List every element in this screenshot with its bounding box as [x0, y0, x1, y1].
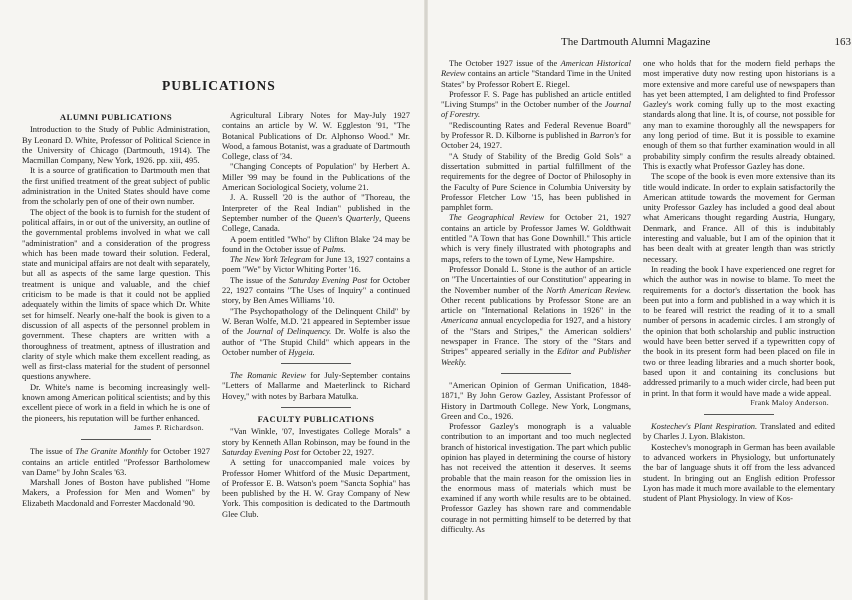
paragraph: The Geographical Review for October 21, 1927 contains an article by Professor James W. Goldthwait entitled "A Town that has Gone Downhill." This article which is very finely illustrated with photographs and maps, refers to the town of Lyme, New Hampshire. — [441, 212, 631, 264]
right-column-1 — [441, 58, 631, 596]
left-column-2 — [222, 110, 410, 590]
paragraph: The October 1927 issue of the American Historical Review contains an article "Standard Time in the United States" by Professor Robert E. Riegel. — [441, 58, 631, 89]
paragraph: The issue of the Saturday Evening Post for October 22, 1927 contains "The Uses of Inquiry" a continued story, by Ben Ames Williams '10. — [222, 274, 410, 306]
paragraph: "Changing Concepts of Population" by Herbert A. Miller '99 may be found in the Publications of the American Sociological Society, volume 21. — [222, 161, 410, 193]
paragraph: Marshall Jones of Boston have published "Home Makers, a Profession for Men and Women" by Elizabeth Macdonald and Forrester Macdonald '90. — [22, 477, 210, 508]
divider — [281, 363, 351, 364]
divider — [501, 373, 571, 374]
paragraph: The Romanic Review for July-September contains "Letters of Mallarme and Maeterlinck to Richard Hovey," with notes by Barbara Matulka. — [222, 370, 410, 401]
review-signature: Frank Maloy Anderson. — [750, 397, 829, 407]
paragraph: The object of the book is to furnish for the student of political affairs, in or out of the university, an outline of the governmental problems involved in what we call "administration" and a consideration of the progress which has been made toward their solution. Federal, state and municipal affairs are not dealt with separately, but all as aspects of the same large question. This treatment is unique and valuable, and the chief criticism to be made is that it could not be applied adequately within the limits of space which Dr. White set for himself. Nearly one-half the book is given to a discussion of all aspects of the personnel problem in government. These chapters are written with a thoroughness of treatment, aptness of illustration and clarity of style which make them excellent reading, as well as first-class material for the student of personnel questions anywhere. — [22, 206, 210, 382]
paragraph: "American Opinion of German Unification, 1848-1871," By John Gerow Gazley, Assistant Professor of History in Dartmouth College. New York, Longmans, Green and Co., 1926. — [441, 379, 631, 421]
paragraph: Kostechev's monograph in German has been available to advanced workers in Physiology, but unfortunately the bar of language shuts it off from the less advanced student. In bringing out an English edition Professor Lyon has made it much more available to the elementary student of Plant Physiology. In view of Kos- — [643, 441, 835, 504]
paragraph: "The Psychopathology of the Delinquent Child" by W. Beran Wolfe, M.D. '21 appeared in September issue of the Journal of Delinquency. Dr. Wolfe is also the author of "The Stupid Child" which appears in the October number of Hygeia. — [222, 305, 410, 357]
left-page — [0, 0, 425, 600]
magazine-name: The Dartmouth Alumni Magazine — [561, 36, 711, 48]
paragraph: "A Study of Stability of the Bredig Gold Sols" a dissertation submitted in partial fulfillment of the requirements for the degree of Doctor of Philosophy in the Faculty of Pure Science in Columbia University by Professor Fletcher Low '15, has been published in pamphlet form. — [441, 150, 631, 213]
paragraph: The New York Telegram for June 13, 1927 contains a poem "We" by Victor Whiting Porter '16. — [222, 254, 410, 275]
paragraph: Agricultural Library Notes for May-July 1927 contains an article by W. W. Eggleston '91, "The Botanical Publications of Dr. Alphonso Wood." Mr. Wood, a famous Botanist, was a graduate of Dartmouth College, class of '34. — [222, 110, 410, 162]
paragraph: Professor Donald L. Stone is the author of an article on "The Uncertainties of our Constitution" appearing in the November number of the North American Review. Other recent publications by Professor Stone are an article on "International Relations in 1926" in the Americana annual encyclopedia for 1927, and a history of the "Stars and Stripes," the American soldiers' newspaper in France. The story of the "Stars and Stripes" appeared serially in the Editor and Publisher Weekly. — [441, 263, 631, 367]
divider — [81, 439, 151, 440]
right-column-2 — [643, 58, 835, 596]
left-column-1 — [22, 110, 210, 590]
divider — [281, 407, 351, 408]
paragraph: "Rediscounting Rates and Federal Revenue Board" by Professor R. D. Kilborne is published in Barron's for October 24, 1927. — [441, 119, 631, 151]
faculty-publications-heading: FACULTY PUBLICATIONS — [257, 414, 375, 425]
paragraph: A poem entitled "Who" by Clifton Blake '24 may be found in the October issue of Palms. — [222, 233, 410, 254]
paragraph: Kostechev's Plant Respiration. Translated and edited by Charles J. Lyon. Blakiston. — [643, 421, 835, 442]
review-signature: James P. Richardson. — [133, 422, 204, 432]
page-number: 163 — [834, 36, 851, 48]
paragraph: Professor Gazley's monograph is a valuable contribution to an important and too much neglected branch of historical investigation. The part which public opinion has played in determining the course of history has not received the attention it deserves. It seems probable that the main reason for the omission lies in the enormous mass of materials which must be examined if any worth while results are to be obtained. Professor Gazley has shown rare and commendable courage in not permitting himself to be deterred by that difficulty. As — [441, 421, 631, 535]
page-title: PUBLICATIONS — [162, 78, 276, 93]
paragraph: The issue of The Granite Monthly for October 1927 contains an article entitled "Professor Bartholomew van Dame" by John Scales '63. — [22, 446, 210, 477]
paragraph: The scope of the book is even more extensive than its title would indicate. In order to explain satisfactorily the American attitude towards the movement for German unity Professor Gazley has included a good deal about what Americans thought regarding Austria, Hungary, Denmark, and France. All of this is indubitably interesting and valuable, but I am of the opinion that it has been dealt with at greater length than was strictly necessary. — [643, 171, 835, 264]
paragraph: Introduction to the Study of Public Administration, By Leonard D. White, Professor of Political Science in the University of Chicago (Dartmouth, 1914). The Macmillan Company, New York, 1926. pp. xiii, 495. — [22, 124, 210, 166]
right-page — [427, 0, 852, 600]
paragraph: It is a source of gratification to Dartmouth men that the first unified treatment of the great subject of public administration in the United States should have come from the scholarly pen of one of their own number. — [22, 165, 210, 207]
alumni-publications-heading: ALUMNI PUBLICATIONS — [59, 112, 173, 122]
paragraph: In reading the book I have experienced one regret for which the author was in nowise to blame. To meet the requirements for a doctor's dissertation the book has been put into a form and published in a way which it is to be feared will restrict the reading of it to a small number of persons in academic circles. I am strongly of the opinion that both scholarship and public instruction would have been better served if a typewritten copy of the book in its present form had been placed on file in two or three leading libraries and a much shorter book, based upon it and containing its conclusions but addressed primarily to a much wider circle, had been put in print. In that form it would have made a wide appeal. — [643, 263, 835, 398]
paragraph: Dr. White's name is becoming increasingly well-known among American political scientists; and by this excellent piece of work in a field in which he is one of the pioneers, his reputation will be further enhanced. — [22, 381, 210, 423]
paragraph: "Van Winkle, '07, Investigates College Morals" a story by Kenneth Allan Robinson, may be found in the Saturday Evening Post for October 22, 1927. — [222, 426, 410, 457]
paragraph: J. A. Russell '20 is the author of "Thoreau, the Interpreter of the Real Indian" published in the September number of the Queen's Quarterly, Queens College, Canada. — [222, 192, 410, 234]
paragraph: Professor F. S. Page has published an article entitled "Living Stumps" in the October number of the Journal of Forestry. — [441, 88, 631, 120]
paragraph: A setting for unaccompanied male voices by Professor Homer Whitford of the Music Department, of Professor E. B. Watson's poem "Sancta Sophia" has been published by the H. W. Gray Company of New York. This composition is dedicated to the Dartmouth Glee Club. — [222, 457, 410, 519]
divider — [704, 414, 774, 415]
paragraph: one who holds that for the modern field perhaps the most imperative duty now resting upon historians is a more extensive and more careful use of newspapers than has yet been attempted, I am delighted to find Professor Gazley's work coming fully up to the most exacting standards along that line. It is, of course, not possible for any man to examine thoroughly all the newspapers for any long period of time. But it is possible to examine enough of them so that further examination would in all probability simply confirm the results already obtained. This is exactly what Professor Gazley has done. — [643, 58, 835, 171]
